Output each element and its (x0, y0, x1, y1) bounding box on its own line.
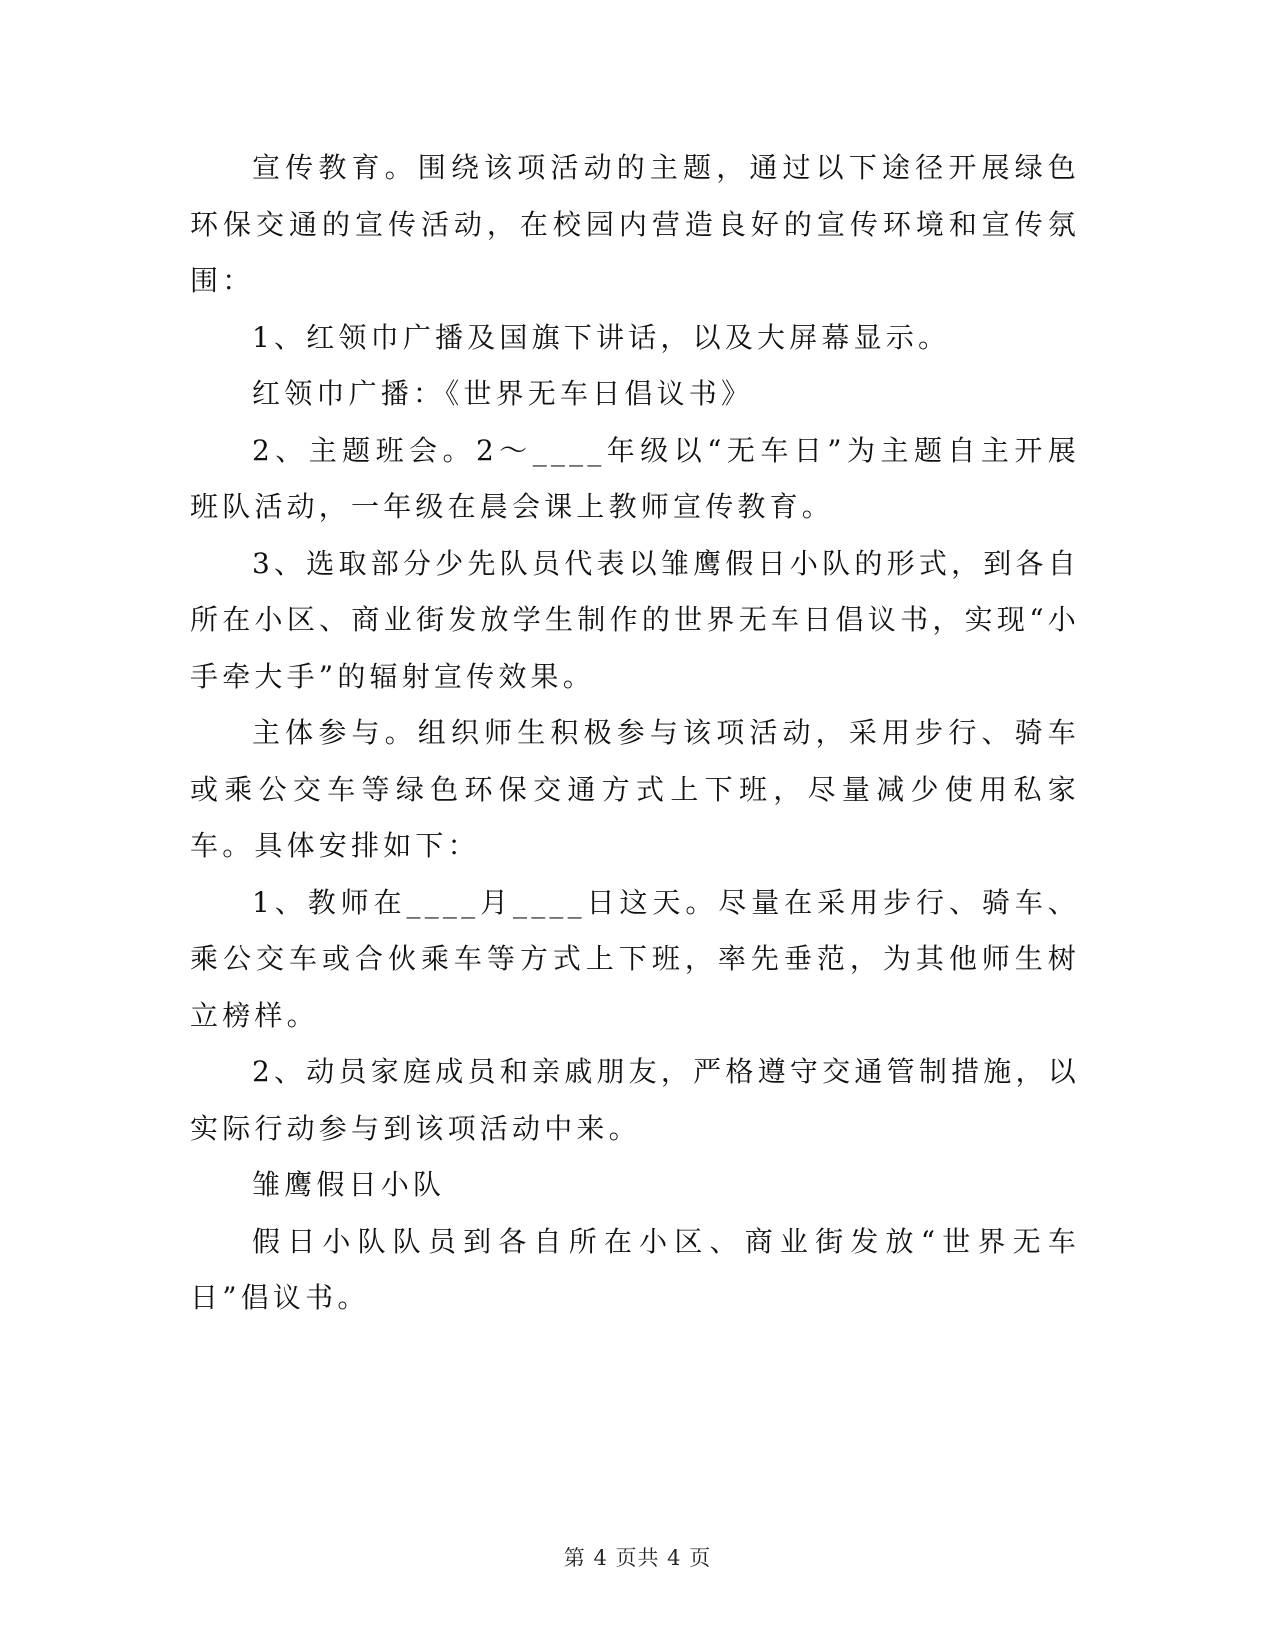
paragraph-item-class-meeting: 2、主题班会。2～____年级以“无车日”为主题自主开展班队活动，一年级在晨会课上教师宣传教育。 (190, 433, 1080, 523)
paragraph-item-young-pioneers: 3、选取部分少先队员代表以雏鹰假日小队的形式，到各自所在小区、商业街发放学生制作的世界无车日倡议书，实现“小手牵大手”的辐射宣传效果。 (190, 546, 1080, 693)
paragraph-item-families: 2、动员家庭成员和亲戚朋友，严格遵守交通管制措施，以实际行动参与到该项活动中来。 (190, 1055, 1080, 1145)
paragraph-broadcast-title: 红领巾广播：《世界无车日倡议书》 (252, 377, 754, 410)
paragraph-participation-intro: 主体参与。组织师生积极参与该项活动，采用步行、骑车或乘公交车等绿色环保交通方式上下班，尽量减少使用私家车。具体安排如下： (190, 716, 1080, 862)
paragraph-item-teachers: 1、教师在____月____日这天。尽量在采用步行、骑车、乘公交车或合伙乘车等方式上下班，率先垂范，为其他师生树立榜样。 (190, 885, 1080, 1032)
document-body (190, 140, 1080, 1327)
paragraph-holiday-team-body: 假日小队队员到各自所在小区、商业街发放“世界无车日”倡议书。 (190, 1224, 1080, 1314)
paragraph-item-broadcast: 1、红领巾广播及国旗下讲话，以及大屏幕显示。 (252, 320, 951, 354)
page-number-footer: 第 4 页共 4 页 (563, 1546, 712, 1570)
paragraph-publicity-intro: 宣传教育。围绕该项活动的主题，通过以下途径开展绿色环保交通的宣传活动，在校园内营造良好的宣传环境和宣传氛围： (190, 151, 1080, 297)
paragraph-holiday-team-heading: 雏鹰假日小队 (252, 1168, 446, 1201)
